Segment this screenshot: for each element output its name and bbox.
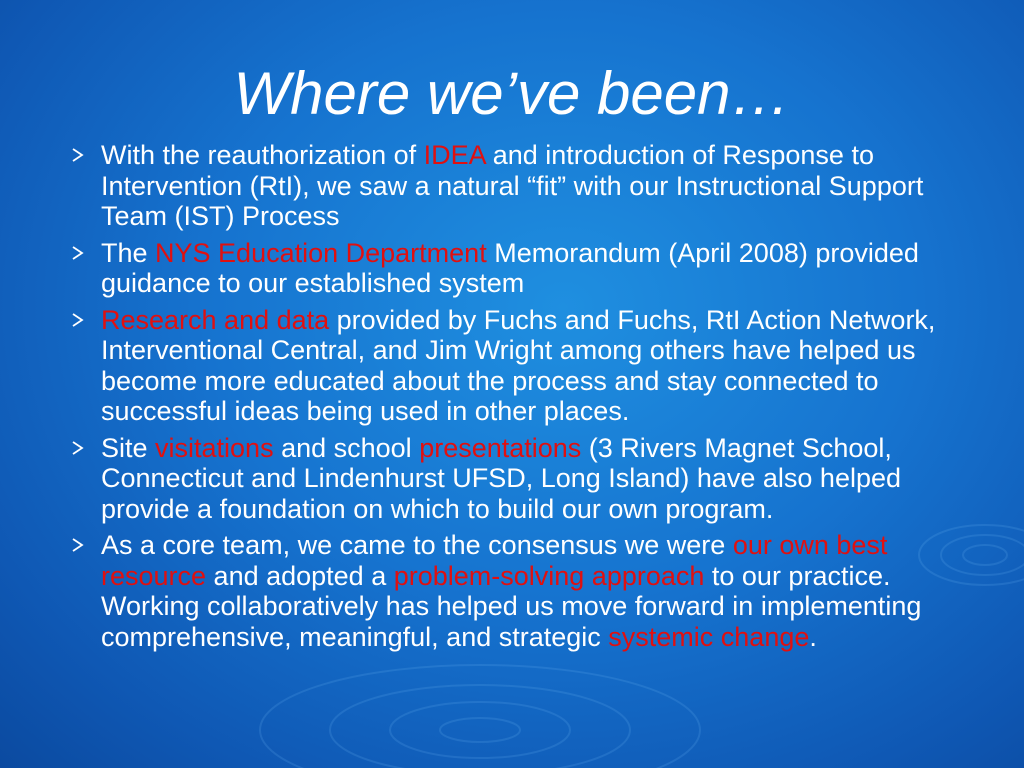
bullet-text-segment: and adopted a	[206, 560, 394, 591]
highlight-text: systemic change	[608, 621, 810, 652]
highlight-text: NYS Education Department	[155, 237, 487, 268]
highlight-text: our own best resource	[101, 530, 888, 591]
highlight-text: visitations	[155, 432, 274, 463]
bullet-list	[70, 140, 970, 658]
bullet-text-segment: provided by Fuchs and Fuchs, RtI Action Network, Interventional Central, and Jim Wright among others have helped us become more educated about the process and stay connected to successful ideas being used in other places.	[101, 304, 936, 426]
highlight-text: presentations	[419, 432, 582, 463]
bullet-item	[70, 140, 970, 232]
bullet-text-segment: The	[101, 237, 156, 268]
arrow-bullet-icon	[70, 538, 84, 552]
bullet-text-segment: and introduction of Response to Intervention (RtI), we saw a natural “fit” with our Instructional Support Team (IST) Process	[101, 140, 924, 231]
arrow-bullet-icon	[70, 148, 84, 162]
bullet-text-segment: to our practice. Working collaboratively has helped us move forward in implementing comprehensive, meaningful, and strategic	[101, 560, 922, 652]
bullet-text-segment: .	[809, 621, 817, 652]
bullet-text	[101, 530, 921, 652]
bullet-item	[70, 305, 970, 427]
highlight-text: Research and data	[101, 304, 330, 335]
bullet-text	[101, 433, 901, 524]
bullet-item	[70, 238, 970, 299]
highlight-text: IDEA	[423, 140, 486, 170]
arrow-bullet-icon	[70, 246, 84, 260]
bullet-item	[70, 530, 970, 652]
bullet-text	[101, 238, 919, 299]
bullet-item	[70, 433, 970, 525]
bullet-text	[101, 140, 923, 231]
bullet-text-segment: With the reauthorization of	[101, 140, 424, 170]
bullet-text-segment: Memorandum (April 2008) provided guidance to our established system	[101, 237, 919, 298]
bullet-text	[101, 305, 935, 427]
bullet-text-segment: As a core team, we came to the consensus we were	[101, 530, 733, 560]
bullet-text-segment: (3 Rivers Magnet School, Connecticut and Lindenhurst UFSD, Long Island) have also helped provide a foundation on which to build our own program.	[101, 432, 902, 524]
highlight-text: problem-solving approach	[393, 560, 705, 591]
bullet-text-segment: Site	[101, 432, 156, 463]
bullet-text-segment: and school	[273, 432, 420, 463]
arrow-bullet-icon	[70, 313, 84, 327]
slide-title: Where we’ve been…	[233, 60, 791, 127]
arrow-bullet-icon	[70, 441, 84, 455]
